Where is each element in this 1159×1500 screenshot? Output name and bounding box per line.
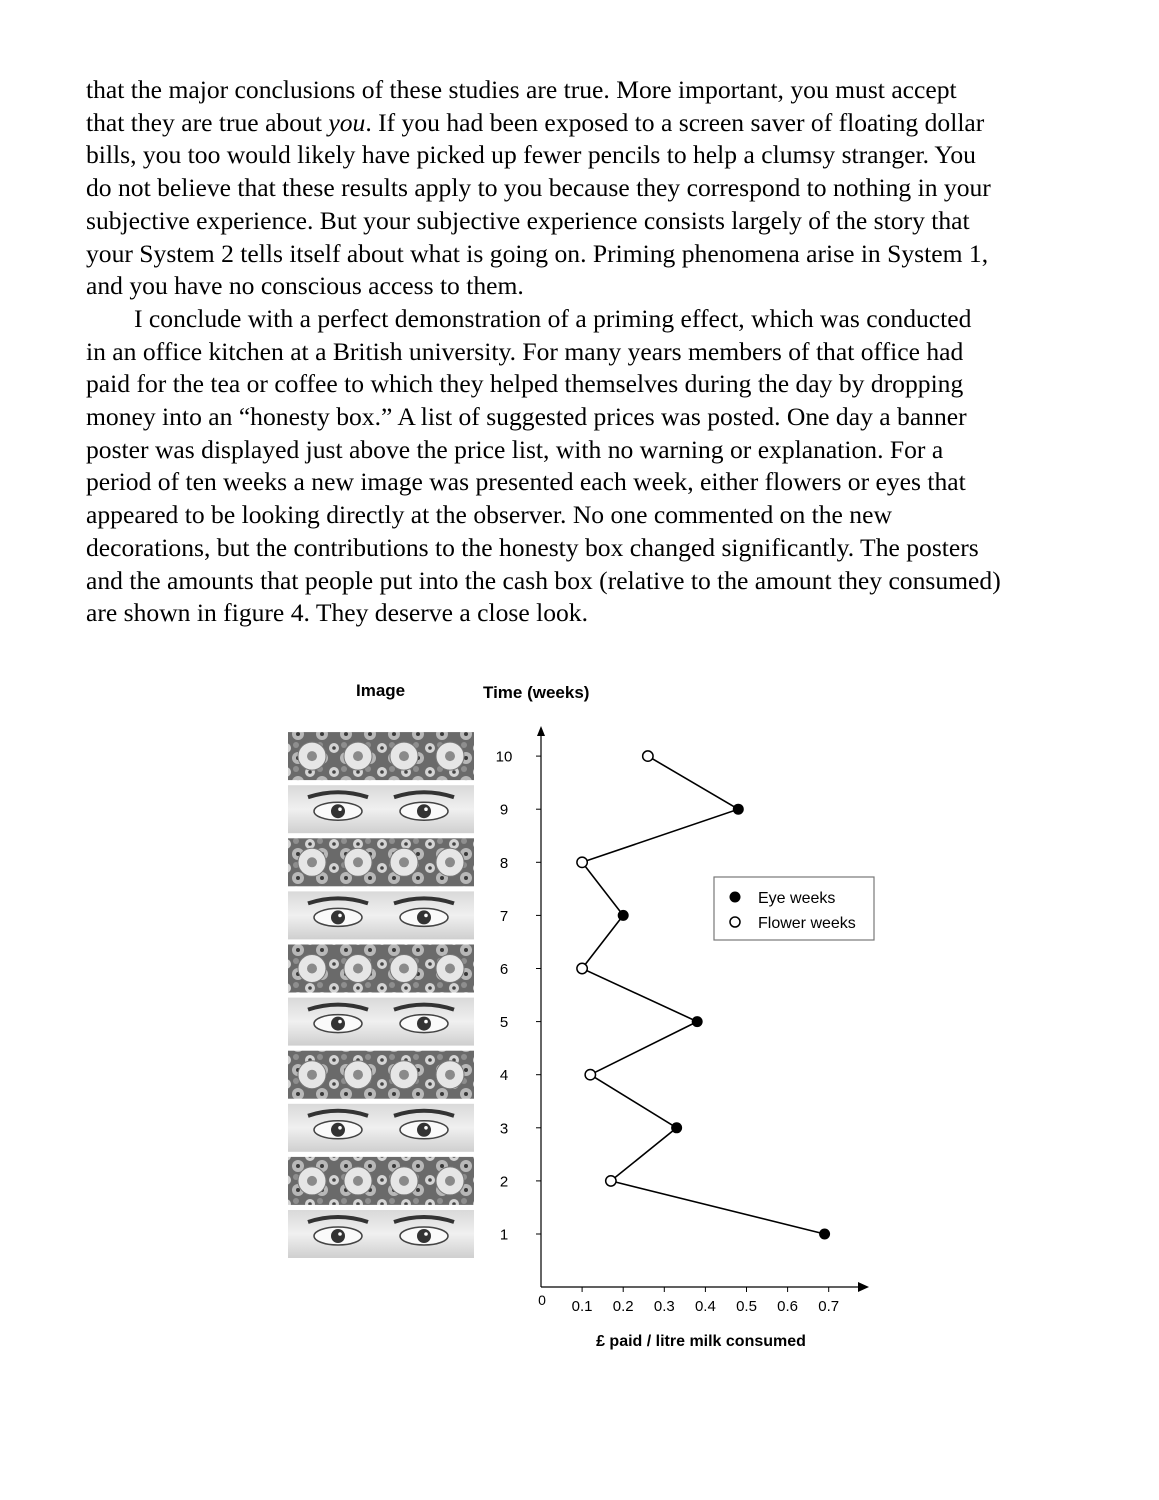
- text-line: poster was displayed just above the price list, with no warning or explanation. For a: [86, 434, 944, 464]
- iris-shape: [331, 1017, 345, 1031]
- y-axis-arrow: [537, 726, 545, 736]
- text-segment: . If you had been exposed to a screen saver of floating dollar: [365, 107, 985, 137]
- flower-week-point: [606, 1176, 616, 1186]
- flower-center: [307, 1070, 317, 1080]
- flower-center: [353, 857, 363, 867]
- figure-4: [280, 670, 900, 1370]
- text-line: subjective experience. But your subjective experience consists largely of the story that: [86, 205, 970, 235]
- text-line: do not believe that these results apply to you because they correspond to nothing in your: [86, 173, 991, 203]
- flower-center: [307, 751, 317, 761]
- eyes-poster-image: [288, 1104, 474, 1152]
- eyes-poster-image: [288, 1210, 474, 1258]
- flower-center: [307, 1176, 317, 1186]
- flower-center: [445, 857, 455, 867]
- text-line: bills, you too would likely have picked up fewer pencils to help a clumsy stranger. You: [86, 140, 976, 170]
- eye-highlight: [424, 1232, 428, 1236]
- y-tick-label: 5: [499, 1014, 509, 1032]
- y-tick-label: 2: [499, 1173, 509, 1191]
- text-line: money into an “honesty box.” A list of suggested prices was posted. One day a banner: [86, 402, 967, 432]
- y-axis-title: Time (weeks): [483, 683, 590, 702]
- flower-center: [399, 1176, 409, 1186]
- flower-center: [445, 1070, 455, 1080]
- eye-week-point: [733, 804, 744, 815]
- paragraph-1: [86, 74, 1086, 303]
- flower-center: [445, 964, 455, 974]
- legend: [714, 877, 874, 940]
- data-points: [577, 751, 830, 1240]
- figure-svg: [280, 670, 900, 1370]
- eyes-poster-image: [288, 785, 474, 833]
- eye-highlight: [338, 807, 342, 811]
- y-tick-label: 7: [499, 907, 509, 925]
- iris-shape: [417, 1017, 431, 1031]
- iris-shape: [417, 910, 431, 924]
- legend-eye-weeks: Eye weeks: [758, 890, 836, 907]
- flowers-poster-image: [288, 838, 474, 886]
- x-tick-label: 0.2: [612, 1298, 634, 1315]
- iris-shape: [331, 804, 345, 818]
- flower-center: [353, 1070, 363, 1080]
- x-origin-label: 0: [538, 1292, 546, 1308]
- emphasis-text: you: [328, 107, 366, 137]
- text-line: [86, 107, 1086, 140]
- flower-center: [353, 751, 363, 761]
- eye-highlight: [338, 1232, 342, 1236]
- eye-highlight: [338, 1126, 342, 1130]
- chart-axes: [537, 726, 869, 1292]
- eye-highlight: [424, 1126, 428, 1130]
- x-tick-label: 0.5: [736, 1298, 757, 1315]
- x-tick-label: 0.3: [653, 1298, 675, 1315]
- iris-shape: [331, 1123, 345, 1137]
- text-segment: that they are true about: [86, 107, 329, 137]
- text-line: period of ten weeks a new image was presented each week, either flowers or eyes that: [86, 467, 966, 497]
- text-line: I conclude with a perfect demonstration of a priming effect, which was conducted: [134, 303, 972, 333]
- eye-week-point: [819, 1229, 830, 1240]
- flower-center: [445, 1176, 455, 1186]
- eye-week-point: [618, 910, 629, 921]
- data-line: [582, 756, 824, 1234]
- eyes-poster-image: [288, 891, 474, 939]
- y-tick-label: 3: [499, 1120, 509, 1138]
- text-line: in an office kitchen at a British university. For many years members of that office had: [86, 336, 964, 366]
- x-axis-arrow: [858, 1282, 869, 1292]
- flower-center: [353, 1176, 363, 1186]
- flower-center: [399, 857, 409, 867]
- y-tick-label: 8: [499, 854, 509, 872]
- text-line: your System 2 tells itself about what is going on. Priming phenomena arise in System 1,: [86, 238, 989, 268]
- text-line: and the amounts that people put into the cash box (relative to the amount they consumed): [86, 565, 1001, 595]
- poster-images: [288, 732, 474, 1258]
- flower-week-point: [585, 1070, 595, 1080]
- iris-shape: [417, 1229, 431, 1243]
- iris-shape: [417, 1123, 431, 1137]
- legend-flower-weeks: Flower weeks: [758, 915, 856, 932]
- flowers-poster-image: [288, 1157, 474, 1205]
- legend-flower-marker: [730, 917, 740, 927]
- text-line: paid for the tea or coffee to which they helped themselves during the day by dropping: [86, 369, 964, 399]
- flower-center: [445, 751, 455, 761]
- flower-week-point: [577, 857, 587, 867]
- y-tick-label: 4: [499, 1067, 509, 1085]
- eye-highlight: [424, 807, 428, 811]
- x-tick-label: 0.1: [571, 1298, 593, 1315]
- eye-highlight: [424, 914, 428, 918]
- flower-week-point: [577, 963, 587, 973]
- iris-shape: [417, 804, 431, 818]
- flower-center: [399, 964, 409, 974]
- flower-center: [307, 857, 317, 867]
- flower-week-point: [643, 751, 653, 761]
- paragraph-2: [86, 303, 1086, 630]
- series-line: [582, 756, 824, 1234]
- eyes-poster-image: [288, 998, 474, 1046]
- y-tick-label: 9: [499, 801, 509, 819]
- flower-center: [353, 964, 363, 974]
- flower-center: [307, 964, 317, 974]
- iris-shape: [331, 1229, 345, 1243]
- y-tick-label: 6: [499, 961, 509, 978]
- x-axis-title: £ paid / litre milk consumed: [596, 1333, 806, 1350]
- iris-shape: [331, 910, 345, 924]
- x-tick-label: 0.6: [777, 1298, 799, 1315]
- eye-highlight: [424, 1020, 428, 1024]
- flower-center: [399, 751, 409, 761]
- x-tick-label: 0.4: [694, 1298, 716, 1315]
- flowers-poster-image: [288, 732, 474, 780]
- legend-eye-marker: [730, 892, 741, 903]
- x-tick-label: 0.7: [818, 1298, 840, 1315]
- text-line: and you have no conscious access to them.: [86, 271, 524, 301]
- eye-highlight: [338, 1020, 342, 1024]
- eye-week-point: [671, 1122, 682, 1133]
- flowers-poster-image: [288, 1051, 474, 1099]
- flowers-poster-image: [288, 945, 474, 993]
- y-tick-label: 1: [499, 1226, 509, 1244]
- text-line: decorations, but the contributions to the honesty box changed significantly. The posters: [86, 532, 979, 562]
- eye-week-point: [692, 1016, 703, 1027]
- body-text: [86, 74, 1086, 630]
- eye-highlight: [338, 914, 342, 918]
- y-tick-label: 10: [495, 748, 513, 766]
- text-line: are shown in figure 4. They deserve a close look.: [86, 598, 589, 628]
- text-line: appeared to be looking directly at the observer. No one commented on the new: [86, 500, 892, 530]
- text-line: that the major conclusions of these studies are true. More important, you must accept: [86, 75, 957, 104]
- flower-center: [399, 1070, 409, 1080]
- image-column-header: Image: [356, 681, 406, 700]
